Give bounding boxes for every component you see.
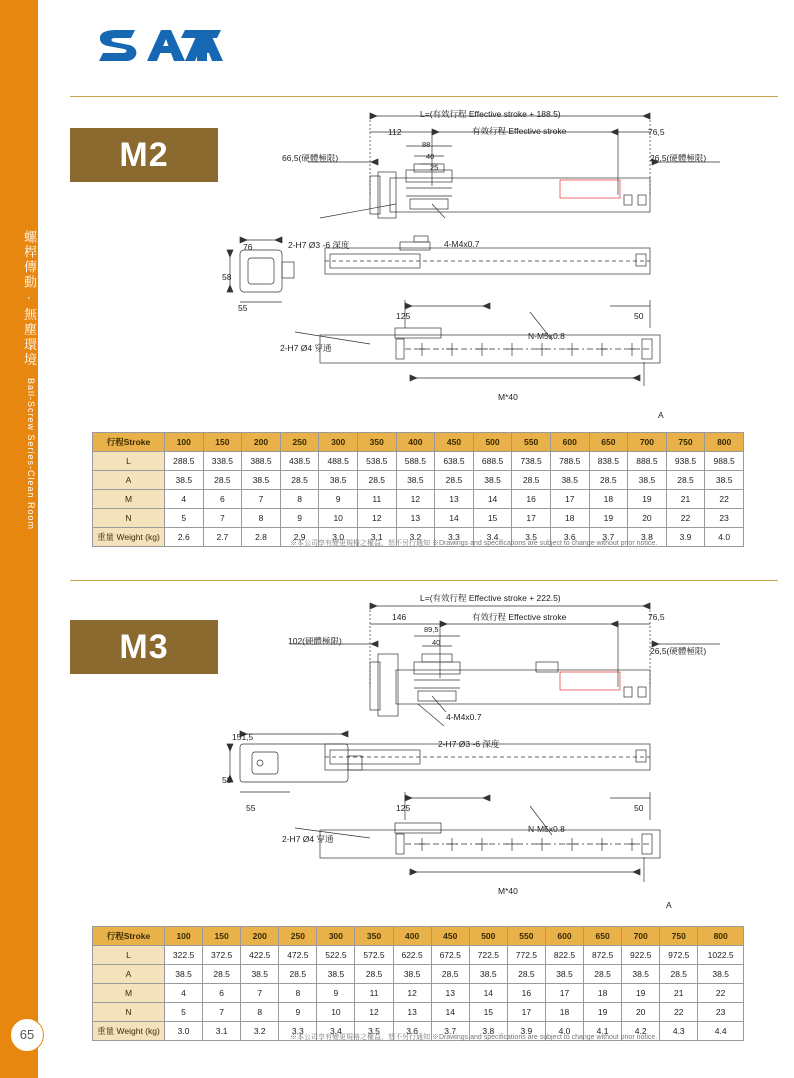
cell: 6 [203,490,242,509]
dim-1515-m3: 151,5 [232,732,254,742]
drawing-m2 [200,100,780,430]
col-300: 300 [317,927,355,946]
cell: 7 [241,984,279,1003]
cell: 9 [319,490,358,509]
dim-146-m3: 146 [392,612,407,622]
cell: 18 [550,509,589,528]
cell: 4 [165,984,203,1003]
dim-overall-length-m2: L=(有效行程 Effective stroke + 188.5) [420,109,561,119]
col-300: 300 [319,433,358,452]
cell: 8 [242,509,281,528]
dim-125-m2: 125 [396,311,411,321]
row-label-n: N [93,1003,165,1022]
cell: 11 [357,490,396,509]
cell: 38.5 [396,471,435,490]
cell: 38.5 [319,471,358,490]
side-label-en: Ball-Screw Series-Clean Room [26,378,36,531]
cell: 972.5 [660,946,698,965]
cell: 13 [396,509,435,528]
cell: 38.5 [241,965,279,984]
cell: 2.7 [203,528,242,547]
cell: 488.5 [319,452,358,471]
dim-a-m3: A [666,900,672,910]
cell: 28.5 [431,965,469,984]
row-label-l: L [93,946,165,965]
cell: 38.5 [705,471,744,490]
table-row [93,946,744,965]
row-label-weight: 重量 Weight (kg) [93,528,165,547]
cell: 338.5 [203,452,242,471]
cell: 13 [435,490,474,509]
cell: 3.6 [393,1022,431,1041]
col-650: 650 [589,433,628,452]
cell: 28.5 [203,471,242,490]
cell: 672.5 [431,946,469,965]
disclaimer-m2: ※本公司享有變更規格之權益，恕不另行通知 ※Drawings and specifications are subject to change without prior notice. [290,540,658,547]
cell: 638.5 [435,452,474,471]
dim-76-m2: 76 [243,242,253,252]
cell: 38.5 [242,471,281,490]
cell: 28.5 [279,965,317,984]
col-450: 450 [431,927,469,946]
callout-h7-3-m2: 2-H7 Ø3 -6 深度 [288,240,350,250]
cell: 12 [393,984,431,1003]
cell: 23 [698,1003,744,1022]
dim-50-m2: 50 [634,311,644,321]
dim-112-m2: 112 [388,127,402,137]
dim-40-m3: 40 [432,638,441,647]
cell: 688.5 [473,452,512,471]
cell: 38.5 [165,965,203,984]
col-100: 100 [165,433,204,452]
cell: 11 [355,984,393,1003]
col-150: 150 [203,927,241,946]
row-label-a: A [93,471,165,490]
dim-40-m2: 40 [426,152,435,161]
cell: 28.5 [355,965,393,984]
cell: 17 [545,984,583,1003]
row-label-a: A [93,965,165,984]
dim-88-m2: 88 [422,140,431,149]
cell: 1022.5 [698,946,744,965]
cell: 14 [469,984,507,1003]
divider-top [70,96,778,97]
cell: 8 [279,984,317,1003]
cell: 3.9 [666,528,705,547]
callout-4m4-m2: 4-M4x0.7 [444,239,480,249]
row-label-weight: 重量 Weight (kg) [93,1022,165,1041]
cell: 10 [319,509,358,528]
col-800: 800 [698,927,744,946]
cell: 18 [584,984,622,1003]
cell: 2.9 [280,528,319,547]
cell: 422.5 [241,946,279,965]
cell: 15 [469,1003,507,1022]
cell: 14 [431,1003,469,1022]
cell: 20 [628,509,667,528]
cell: 388.5 [242,452,281,471]
cell: 38.5 [393,965,431,984]
cell: 3.5 [355,1022,393,1041]
disclaimer-m3: ※本公司享有變更規格之權益，恕不另行通知 ※Drawings and specifications are subject to change without prior notice. [290,1034,658,1041]
col-400: 400 [396,433,435,452]
dim-102-limit-m3: 102(硬體極限) [288,636,342,646]
col-500: 500 [473,433,512,452]
cell: 14 [435,509,474,528]
cell: 722.5 [469,946,507,965]
callout-4m4-m3: 4-M4x0.7 [446,712,482,722]
cell: 788.5 [550,452,589,471]
cell: 7 [203,509,242,528]
cell: 20 [622,1003,660,1022]
col-450: 450 [435,433,474,452]
divider-middle [70,580,778,581]
cell: 8 [241,1003,279,1022]
table-row [93,1003,744,1022]
cell: 38.5 [622,965,660,984]
callout-nm5-m2: N-M5x0.8 [528,331,565,341]
row-label-n: N [93,509,165,528]
cell: 988.5 [705,452,744,471]
col-550: 550 [507,927,545,946]
col-700: 700 [622,927,660,946]
cell: 28.5 [280,471,319,490]
row-label-m: M [93,490,165,509]
cell: 18 [589,490,628,509]
cell: 28.5 [507,965,545,984]
cell: 3.8 [469,1022,507,1041]
cell: 522.5 [317,946,355,965]
col-600: 600 [550,433,589,452]
cell: 3.3 [279,1022,317,1041]
cell: 4.3 [660,1022,698,1041]
col-600: 600 [545,927,583,946]
side-label-cn: 螺桿傳動 · 無塵環境 [22,230,37,368]
cell: 3.1 [357,528,396,547]
cell: 3.0 [319,528,358,547]
col-550: 550 [512,433,551,452]
cell: 17 [507,1003,545,1022]
cell: 288.5 [165,452,204,471]
dim-m40-m2: M*40 [498,392,518,402]
dim-58-m3: 58 [222,775,232,785]
cell: 22 [698,984,744,1003]
cell: 19 [589,509,628,528]
cell: 3.7 [431,1022,469,1041]
cell: 3.5 [512,528,551,547]
cell: 3.3 [435,528,474,547]
cell: 3.8 [628,528,667,547]
cell: 21 [660,984,698,1003]
dim-665-limit-m2: 66,5(硬體極限) [282,153,339,163]
cell: 838.5 [589,452,628,471]
dim-effective-stroke-m2: 有效行程 Effective stroke [472,126,567,136]
callout-h7-4-m2: 2-H7 Ø4 穿通 [280,343,332,353]
cell: 28.5 [357,471,396,490]
cell: 3.2 [396,528,435,547]
cell: 6 [203,984,241,1003]
dim-effective-stroke-m3: 有效行程 Effective stroke [472,612,567,622]
dim-50-m3: 50 [634,803,644,813]
table-row [93,509,744,528]
brand-logo [95,28,225,70]
table-row [93,490,744,509]
dim-895-m3: 89,5 [424,625,439,634]
cell: 538.5 [357,452,396,471]
cell: 21 [666,490,705,509]
col-400: 400 [393,927,431,946]
cell: 13 [431,984,469,1003]
cell: 772.5 [507,946,545,965]
cell: 22 [705,490,744,509]
col-200: 200 [241,927,279,946]
dim-765-m3: 76,5 [648,612,665,622]
dim-55-m3: 55 [246,803,256,813]
cell: 38.5 [628,471,667,490]
cell: 2.6 [165,528,204,547]
cell: 19 [622,984,660,1003]
callout-h7-3-m3: 2-H7 Ø3 -6 深度 [438,739,500,749]
cell: 4.4 [698,1022,744,1041]
col-750: 750 [666,433,705,452]
spec-table-m2 [92,432,744,547]
cell: 7 [203,1003,241,1022]
cell: 572.5 [355,946,393,965]
col-700: 700 [628,433,667,452]
cell: 9 [317,984,355,1003]
cell: 4.1 [584,1022,622,1041]
cell: 38.5 [473,471,512,490]
cell: 19 [628,490,667,509]
cell: 2.8 [242,528,281,547]
cell: 38.5 [698,965,744,984]
cell: 4.0 [705,528,744,547]
dim-25-m2: 25 [430,163,439,172]
dim-265-limit-m3: 26,5(硬體極限) [650,646,707,656]
cell: 17 [550,490,589,509]
cell: 4.0 [545,1022,583,1041]
table-row [93,452,744,471]
row-label-m: M [93,984,165,1003]
section-tag-m2: M2 [70,128,218,182]
cell: 588.5 [396,452,435,471]
cell: 3.9 [507,1022,545,1041]
cell: 16 [512,490,551,509]
col-250: 250 [279,927,317,946]
col-800: 800 [705,433,744,452]
cell: 28.5 [589,471,628,490]
cell: 12 [357,509,396,528]
cell: 9 [279,1003,317,1022]
cell: 18 [545,1003,583,1022]
cell: 3.4 [317,1022,355,1041]
cell: 19 [584,1003,622,1022]
table-header-stroke: 行程Stroke [93,927,165,946]
cell: 22 [660,1003,698,1022]
cell: 8 [280,490,319,509]
cell: 738.5 [512,452,551,471]
cell: 15 [473,509,512,528]
cell: 438.5 [280,452,319,471]
cell: 17 [512,509,551,528]
cell: 5 [165,509,204,528]
dim-55-m2: 55 [238,303,248,313]
cell: 3.0 [165,1022,203,1041]
dim-265-limit-m2: 26,5(硬體極限) [650,153,707,163]
dim-a-m2: A [658,410,664,420]
col-250: 250 [280,433,319,452]
side-bar [0,0,38,1078]
col-350: 350 [355,927,393,946]
drawing-m3 [200,592,780,912]
cell: 322.5 [165,946,203,965]
cell: 38.5 [317,965,355,984]
cell: 38.5 [550,471,589,490]
dim-125-m3: 125 [396,803,411,813]
cell: 10 [317,1003,355,1022]
col-350: 350 [357,433,396,452]
cell: 472.5 [279,946,317,965]
table-row [93,965,744,984]
dim-overall-length-m3: L=(有效行程 Effective stroke + 222.5) [420,593,561,603]
dim-765-m2: 76,5 [648,127,665,137]
callout-nm5-m3: N-M5x0.8 [528,824,565,834]
table-header-stroke: 行程Stroke [93,433,165,452]
col-650: 650 [584,927,622,946]
cell: 38.5 [545,965,583,984]
cell: 28.5 [203,965,241,984]
row-label-l: L [93,452,165,471]
cell: 38.5 [165,471,204,490]
cell: 4 [165,490,204,509]
dim-m40-m3: M*40 [498,886,518,896]
cell: 822.5 [545,946,583,965]
cell: 888.5 [628,452,667,471]
cell: 22 [666,509,705,528]
cell: 12 [396,490,435,509]
page-number: 65 [10,1018,44,1052]
cell: 4.2 [622,1022,660,1041]
cell: 3.4 [473,528,512,547]
cell: 14 [473,490,512,509]
cell: 3.7 [589,528,628,547]
cell: 13 [393,1003,431,1022]
cell: 28.5 [584,965,622,984]
cell: 28.5 [666,471,705,490]
table-header-row [93,433,744,452]
cell: 28.5 [435,471,474,490]
cell: 922.5 [622,946,660,965]
cell: 23 [705,509,744,528]
callout-h7-4-m3: 2-H7 Ø4 穿通 [282,834,334,844]
cell: 5 [165,1003,203,1022]
cell: 28.5 [512,471,551,490]
col-500: 500 [469,927,507,946]
cell: 872.5 [584,946,622,965]
cell: 938.5 [666,452,705,471]
cell: 9 [280,509,319,528]
dim-58-m2: 58 [222,272,232,282]
cell: 3.1 [203,1022,241,1041]
cell: 3.2 [241,1022,279,1041]
table-row [93,471,744,490]
cell: 28.5 [660,965,698,984]
col-750: 750 [660,927,698,946]
spec-table-m3 [92,926,744,1041]
col-100: 100 [165,927,203,946]
section-tag-m3: M3 [70,620,218,674]
cell: 38.5 [469,965,507,984]
cell: 372.5 [203,946,241,965]
col-150: 150 [203,433,242,452]
col-200: 200 [242,433,281,452]
cell: 3.6 [550,528,589,547]
table-header-row [93,927,744,946]
cell: 7 [242,490,281,509]
cell: 16 [507,984,545,1003]
cell: 622.5 [393,946,431,965]
table-row [93,984,744,1003]
cell: 12 [355,1003,393,1022]
